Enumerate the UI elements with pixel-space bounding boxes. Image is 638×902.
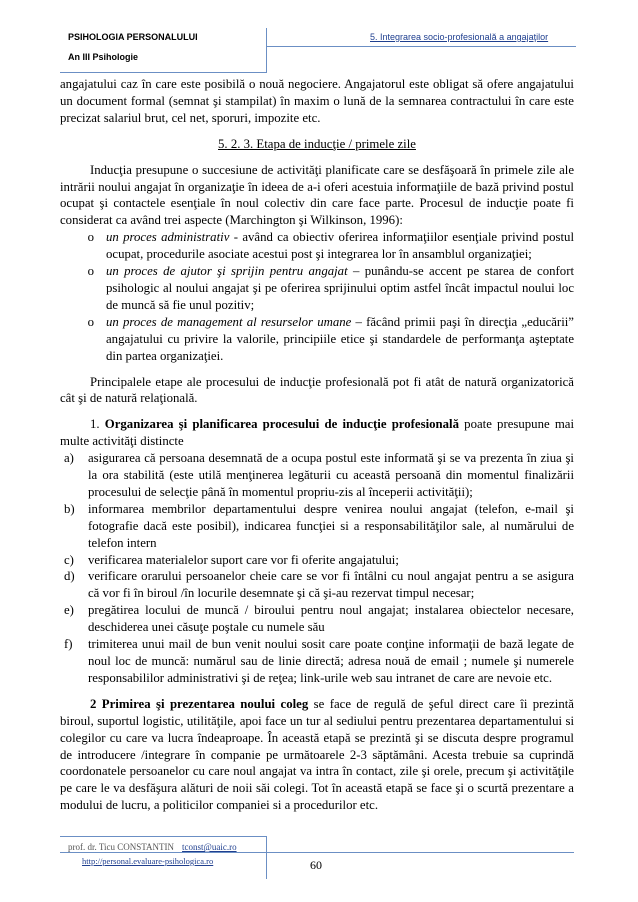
- header-divider: [266, 46, 576, 47]
- paragraph-2: Inducţia presupune o succesiune de activităţi planificate care se desfăşoară în primele zile ale intrării noului angajat în organizaţie în ideea de a-i oferi acestuia informaţiile de bază privind postul ocupat şi contactele esenţiale în noul colectiv din care face parte. Procesul de inducţie poate fi considerat ca având trei aspecte (Marchington şi Wilkinson, 1996):: [60, 162, 574, 228]
- section-title: 5. 2. 3. Etapa de inducţie / primele zile: [218, 136, 416, 151]
- header-course-title: PSIHOLOGIA PERSONALULUI: [68, 32, 198, 42]
- list-item: a) asigurarea că persoana desemnată de a ocupa postul este informată şi se va prezenta în ziua şi la ora stabilită (este utilă menţinerea legăturii cu această persoană din momentul finalizării procesului de selecţie până în momentul propriu-zis al începerii activităţii);: [64, 451, 574, 499]
- bullet-marker: o: [87, 264, 94, 279]
- list-item: [60, 229, 574, 263]
- footer-email-link[interactable]: tconst@uaic.ro: [182, 842, 237, 852]
- bullet-text: – punându-se accent pe starea de confort psihologic al noului angajat şi pe oferirea sprijinului optim astfel încât impactul noului loc de muncă să fie unul pozitiv;: [106, 264, 575, 312]
- paragraph-1: angajatului caz în care este posibilă o nouă negociere. Angajatorul este obligat să ofere angajatului un document formal (semnat şi stampilat) în maxim o lună de la semnarea contractului în care este precizat salariul brut, cel net, sporuri, impozite etc.: [60, 77, 574, 125]
- header-chapter-title: 5. Integrarea socio-profesională a angajaţilor: [370, 32, 549, 42]
- bullet-emphasis: un proces de ajutor şi sprijin pentru angajat: [106, 264, 348, 279]
- list-item: [60, 314, 574, 365]
- footer-author: prof. dr. Ticu CONSTANTIN tconst@uaic.ro: [68, 842, 237, 852]
- document-body: [60, 76, 574, 814]
- header-year: An III Psihologie: [68, 52, 139, 62]
- footer-divider: [60, 852, 574, 853]
- list-item: d) verificare orarului persoanelor cheie care se vor fi întâlni cu noul angajat pentru a se asigura că vor fi în biroul /în locurile desemnate şi că şi-au rezervat timpul necesar;: [64, 569, 574, 601]
- list-item: e) pregătirea locului de muncă / biroului pentru noul angajat; instalarea obiectelor necesare, deschiderea unei căsuţe poştale cu numele său: [64, 603, 574, 635]
- page-number: 60: [310, 858, 322, 872]
- paragraph-4: 1. Organizarea şi planificarea procesului de inducţie profesională poate presupune mai multe activităţi distincte: [60, 417, 575, 449]
- list-item: [60, 263, 574, 314]
- paragraph-3: Principalele etape ale procesului de inducţie profesională pot fi atât de natură organizatorică cât şi de natură relaţională.: [60, 374, 574, 406]
- footer-url-link[interactable]: http://personal.evaluare-psihologica.ro: [82, 856, 214, 866]
- bullet-text: - având ca obiectiv oferirea informaţiilor esenţiale privind postul ocupat, procedurile asociate acestui post şi integrarea lor în ansamblul organizaţiei;: [106, 230, 575, 262]
- bullet-text: – făcând primii paşi în direcţia „educării” angajatului cu privire la valorile, principiile etice şi standardele de performanţa aşteptate din partea organizaţiei.: [106, 314, 574, 363]
- bullet-marker: o: [87, 230, 94, 245]
- list-item: c) verificarea materialelor suport care vor fi oferite angajatului;: [64, 552, 399, 567]
- list-item: f) trimiterea unui mail de bun venit noului sosit care poate conţine informaţii de bază legate de noul loc de muncă: numărul sau de linie directă; adresa nouă de email ; numele şi numerele responsabililor administrativi şi de reţea; link-urile web sau intranet de care are nevoie etc.: [64, 637, 574, 685]
- paragraph-5: 2 Primirea şi prezentarea noului coleg se face de regulă de şeful direct care îi prezintă biroul, suportul logistic, utilităţile, apoi face un tur al sediului pentru prezentarea departamentului si colegilor cu care va lucra îndeaproape. În această etapă se prezintă şi se discuta despre programul de introducere /integrare în companie pe următoarele 2-3 săptămâni. Acesta trebuie sa cuprindă coordonatele persoanelor cu care noul angajat va intra în contact, zile şi orele, precum şi activităţile pe care le va desfăşura alături de noii săi colegi. Tot în această etapă se face şi o scurtă prezentare a modului de lucru, a politicilor companiei si a procedurilor etc.: [60, 696, 574, 813]
- bullet-marker: o: [87, 314, 94, 329]
- bullet-emphasis: un proces de management al resurselor umane: [106, 314, 352, 329]
- bullet-emphasis: un proces administrativ: [106, 230, 230, 245]
- list-item: b) informarea membrilor departamentului despre venirea noului angajat (telefon, e-mail şi fotografie dacă este posibil), indicarea funcţiei si a responsabilităţilor sale, al numărului de telefon intern: [64, 501, 574, 550]
